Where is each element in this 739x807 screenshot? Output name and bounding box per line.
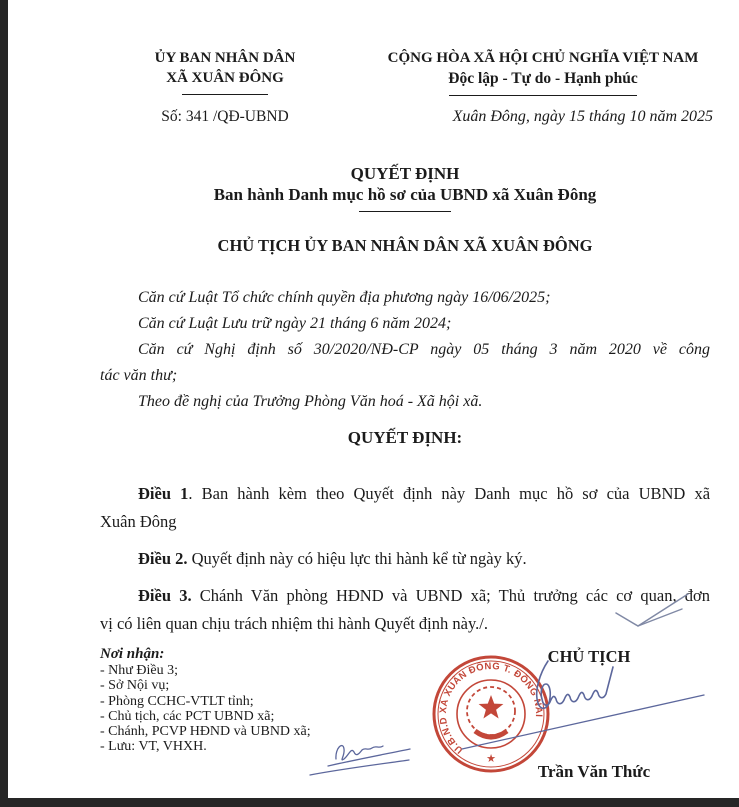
preamble-item: Theo đề nghị của Trưởng Phòng Văn hoá - Xã hội xã. <box>138 393 483 410</box>
place-and-date: Xuân Đông, ngày 15 tháng 10 năm 2025 <box>452 108 713 125</box>
document-subject-title: Ban hành Danh mục hồ sơ của UBND xã Xuân Đông <box>213 185 597 204</box>
national-motto-block <box>373 48 713 96</box>
document-page <box>8 0 739 798</box>
title-underline <box>359 211 451 212</box>
document-number: Số: 341 /QĐ-UBND <box>161 108 289 125</box>
signer-name: Trần Văn Thức <box>537 762 651 781</box>
issuing-org-block <box>100 48 350 95</box>
recipient-item: - Sở Nội vụ; <box>100 678 170 694</box>
national-motto: Độc lập - Tự do - Hạnh phúc <box>448 70 638 87</box>
preamble-item: Căn cứ Luật Tổ chức chính quyền địa phương ngày 16/06/2025; <box>138 289 551 306</box>
handwritten-signature <box>452 651 710 761</box>
org-underline <box>182 94 268 95</box>
article-text: Quyết định này có hiệu lực thi hành kể từ ngày ký. <box>187 549 527 568</box>
article-text-continuation: vị có liên quan chịu trách nhiệm thi hành Quyết định này./. <box>100 614 488 633</box>
org-name-line2: XÃ XUÂN ĐÔNG <box>166 70 284 86</box>
article-label: Điều 1 <box>138 484 189 503</box>
preamble-item-continuation: tác văn thư; <box>100 367 178 384</box>
recipient-item: - Phòng CCHC-VTLT tỉnh; <box>100 693 254 709</box>
article-2 <box>100 545 710 573</box>
handwritten-checkmark-annotation <box>608 583 696 631</box>
article-1 <box>100 480 710 536</box>
national-title: CỘNG HÒA XÃ HỘI CHỦ NGHĨA VIỆT NAM <box>387 50 699 66</box>
signer-position-title: CHỦ TỊCH <box>547 647 631 666</box>
decision-heading: QUYẾT ĐỊNH: <box>347 428 463 447</box>
recipients-label: Nơi nhận: <box>100 646 165 662</box>
issuer-title: CHỦ TỊCH ỦY BAN NHÂN DÂN XÃ XUÂN ĐÔNG <box>217 236 593 255</box>
preamble-item: Căn cứ Nghị định số 30/2020/NĐ-CP ngày 05 tháng 3 năm 2020 về công <box>138 341 710 358</box>
seal-bottom-star: ★ <box>486 753 496 765</box>
motto-underline <box>449 95 637 96</box>
recipient-item: - Như Điều 3; <box>100 663 178 678</box>
article-label: Điều 3. <box>138 586 192 605</box>
number-date-row <box>100 108 713 132</box>
recipient-item: - Chánh, PCVP HĐND và UBND xã; <box>100 724 311 740</box>
letterhead <box>100 48 710 110</box>
seal-arc-text: U.B.N.D XÃ XUÂN ĐÔNG T. ĐỒNG NAI <box>437 660 545 756</box>
article-label: Điều 2. <box>138 549 188 568</box>
article-text-continuation: Xuân Đông <box>100 512 177 531</box>
recipient-item: - Chủ tịch, các PCT UBND xã; <box>100 708 275 724</box>
handwritten-initial-annotation <box>306 733 421 779</box>
document-title-block <box>100 163 710 212</box>
document-type-title: QUYẾT ĐỊNH <box>350 164 460 183</box>
recipient-item: - Lưu: VT, VHXH. <box>100 739 207 755</box>
preamble <box>100 285 710 415</box>
signature-block <box>418 645 710 798</box>
org-name-line1: ỦY BAN NHÂN DÂN <box>154 50 296 66</box>
article-text: . Ban hành kèm theo Quyết định này Danh mục hồ sơ của UBND xã <box>188 484 711 503</box>
preamble-item: Căn cứ Luật Lưu trữ ngày 21 tháng 6 năm 2024; <box>138 315 452 332</box>
article-text: Chánh Văn phòng HĐND và UBND xã; Thủ trưởng các cơ quan, đơn <box>191 586 711 605</box>
